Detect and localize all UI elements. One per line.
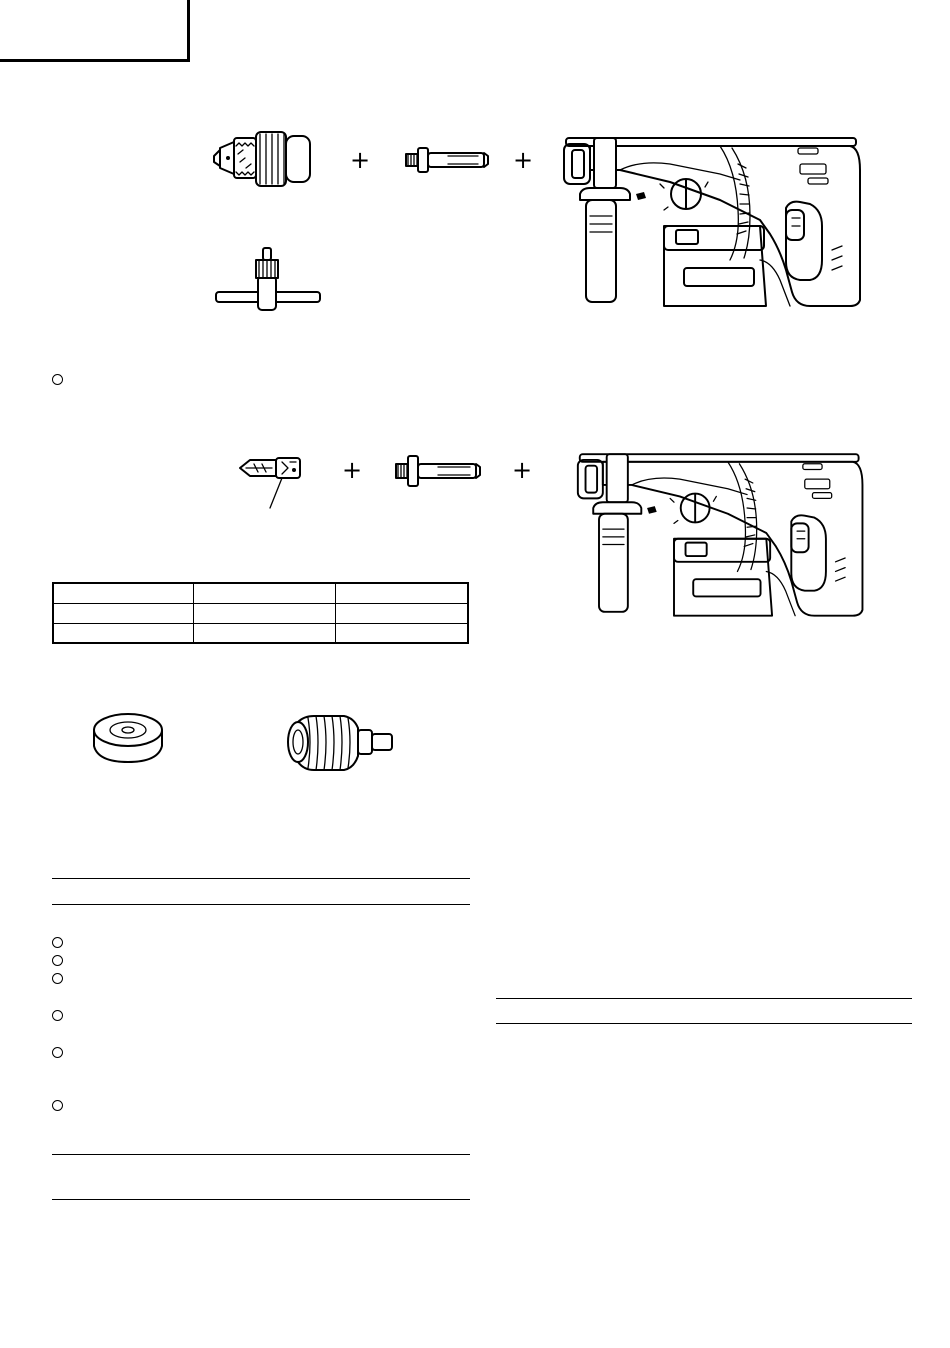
plus-sign: + xyxy=(341,456,363,484)
spec-table xyxy=(52,582,469,644)
table-cell xyxy=(335,623,468,643)
header-tab xyxy=(0,0,190,62)
table-cell xyxy=(335,603,468,623)
rotary-hammer-icon xyxy=(574,442,874,624)
bullet-marker xyxy=(52,973,63,984)
plus-sign: + xyxy=(512,146,534,174)
table-cell xyxy=(53,603,193,623)
bullet-marker xyxy=(52,1010,63,1021)
table-row xyxy=(53,583,468,603)
plus-sign: + xyxy=(511,456,533,484)
table-cell xyxy=(53,623,193,643)
table-row xyxy=(53,623,468,643)
table-cell xyxy=(193,603,335,623)
bullet-marker xyxy=(52,955,63,966)
section-rule xyxy=(496,998,912,999)
chuck-adapter-icon xyxy=(404,146,490,174)
section-rule xyxy=(52,1154,470,1155)
taper-shank-adapter-icon xyxy=(394,454,482,488)
bullet-marker xyxy=(52,937,63,948)
dust-cup-icon xyxy=(284,710,398,776)
plus-sign: + xyxy=(349,146,371,174)
drill-bit-icon xyxy=(236,456,306,512)
section-rule xyxy=(52,904,470,905)
table-cell xyxy=(335,583,468,603)
table-cell xyxy=(193,583,335,603)
bullet-marker xyxy=(52,1047,63,1058)
section-rule xyxy=(496,1023,912,1024)
bullet-marker xyxy=(52,1100,63,1111)
bullet-marker xyxy=(52,374,63,385)
table-cell xyxy=(193,623,335,643)
drill-chuck-icon xyxy=(210,126,320,196)
table-cell xyxy=(53,583,193,603)
cap-icon xyxy=(90,710,166,766)
section-rule xyxy=(52,878,470,879)
section-rule xyxy=(52,1199,470,1200)
table-row xyxy=(53,603,468,623)
rotary-hammer-icon xyxy=(560,130,872,310)
chuck-key-icon xyxy=(212,246,324,314)
